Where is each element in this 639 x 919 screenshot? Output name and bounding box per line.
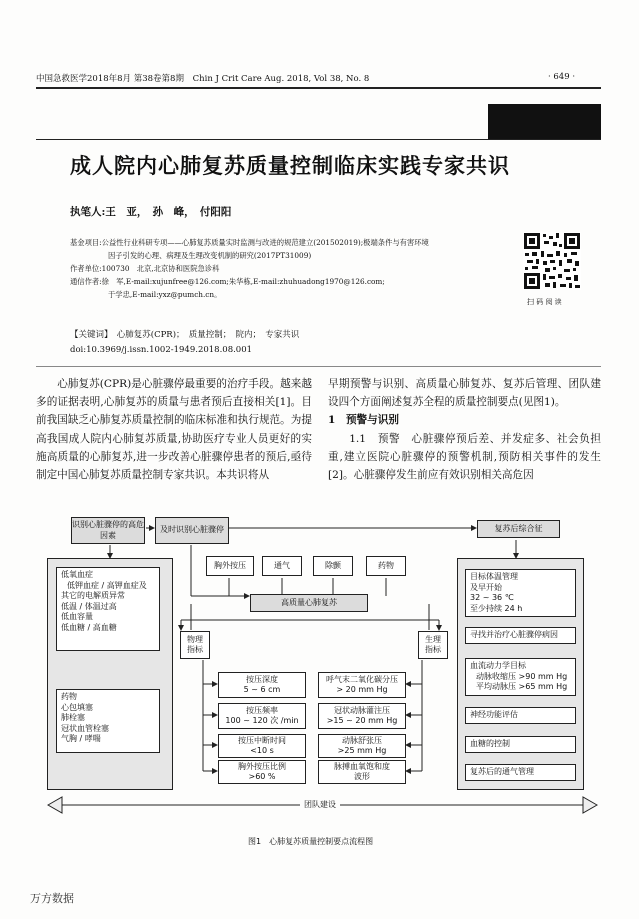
box-hq-cpr: 高质量心肺复苏: [250, 594, 368, 612]
box-drugs: 药物: [366, 556, 406, 576]
box-find-cause: 寻找并治疗心脏骤停病因: [465, 627, 576, 644]
box-compression-rate: [218, 703, 306, 729]
indicator-label: 呼气末二氧化碳分压: [326, 674, 398, 684]
page-number: · 649 ·: [548, 72, 576, 82]
fund-line: 因子引发的心理、病理及生理改变机制的研究(2017PT31009): [108, 251, 312, 260]
post-item: 及早开始: [470, 582, 502, 592]
risk-item: 冠状血管栓塞: [61, 723, 109, 733]
box-post-resuscitation: 复苏后综合征: [477, 520, 560, 538]
box-interruption-time: [218, 734, 306, 758]
paragraph: 心肺复苏(CPR)是心脏骤停最重要的治疗手段。越来越多的证据表明,心肺复苏的质量与患者预后直接相关[1]。目前我国缺乏心肺复苏质量控制的临床标准和执行规范。为提高我国成人院内心肺复苏质量,协助医疗专业人员更好的实施高质量的心肺复苏,进一步改善心脏骤停患者的预后,亟待制定中国心肺复苏质量控制专家共识。本共识将从: [36, 378, 312, 482]
box-identify-risk: 识别心脏骤停的高危因素: [71, 517, 145, 544]
post-item: 至少持续 24 h: [470, 603, 523, 613]
box-ttm: [465, 569, 576, 617]
box-compression-depth: [218, 672, 306, 698]
post-item: 32 ~ 36 ℃: [470, 593, 514, 602]
box-ventilation: 通气: [262, 556, 302, 576]
watermark: 万方数据: [30, 892, 74, 905]
risk-item: 低血糖 / 高血糖: [61, 622, 117, 632]
box-coronary-perfusion: [318, 703, 406, 729]
risk-item: 肺栓塞: [61, 713, 85, 722]
risk-item: 低氧血症: [61, 570, 93, 579]
indicator-value: 波形: [354, 772, 370, 781]
indicator-label: 按压频率: [246, 705, 278, 715]
paragraph: 1.1 预警 心脏骤停预后差、并发症多、社会负担重,建立医院心脏骤停的预警机制,预防相关事件的发生[2]。心脏骤停发生前应有效识别相关高危因: [328, 432, 601, 482]
box-compression-fraction: [218, 760, 306, 784]
page-title: 成人院内心肺复苏质量控制临床实践专家共识: [70, 154, 510, 178]
risk-item: 低温 / 体温过高: [61, 601, 117, 611]
post-item: 目标体温管理: [470, 572, 518, 581]
box-physical-indicators: 物理指标: [180, 631, 210, 659]
indicator-value: >60 %: [248, 772, 276, 781]
affiliation: 作者单位:100730 北京,北京协和医院急诊科: [70, 264, 220, 273]
paragraph: 早期预警与识别、高质量心肺复苏、复苏后管理、团队建设四个方面阐述复苏全程的质量控制要点(见图1)。: [328, 378, 601, 409]
indicator-value: > 20 mm Hg: [336, 685, 388, 694]
box-physiological-indicators: 生理指标: [418, 631, 448, 659]
risk-item: 其它的电解质异常: [61, 591, 125, 600]
contact-line: 于学忠,E-mail:yxz@pumch.cn。: [108, 290, 222, 299]
box-spo2: [318, 760, 406, 784]
figure-caption: 图1 心肺复苏质量控制要点流程图: [248, 837, 374, 846]
box-ventilation-management: 复苏后的通气管理: [465, 764, 576, 781]
box-hemodynamics: [465, 658, 576, 696]
box-risk-list-2: [56, 689, 160, 753]
box-risk-list-1: [56, 567, 160, 651]
indicator-value: 100 ~ 120 次 /min: [225, 716, 299, 725]
qr-caption: 扫 码 阅 读: [527, 298, 562, 306]
risk-item: 低钾血症 / 高钾血症及: [67, 580, 147, 590]
risk-item: 低血容量: [61, 612, 93, 621]
risk-item: 气胸 / 哮喘: [61, 734, 101, 743]
indicator-value: >15 ~ 20 mm Hg: [326, 716, 398, 725]
indicator-label: 按压深度: [246, 674, 278, 684]
indicator-label: 胸外按压比例: [238, 761, 286, 771]
risk-item: 药物: [61, 692, 77, 701]
risk-item: 心包填塞: [61, 702, 93, 712]
section-heading: 1 预警与识别: [328, 414, 399, 427]
box-neuro-eval: 神经功能评估: [465, 707, 576, 724]
doi: doi:10.3969/j.issn.1002-1949.2018.08.001: [70, 345, 253, 355]
box-etco2: [318, 672, 406, 698]
indicator-value: >25 mm Hg: [337, 746, 387, 755]
authors: 执笔人:王 亚， 孙 峰， 付阳阳: [70, 206, 232, 218]
box-diastolic-pressure: [318, 734, 406, 758]
post-item: 动脉收缩压 >90 mm Hg: [476, 671, 568, 681]
journal-name: 中国急救医学2018年8月 第38卷第8期: [36, 74, 184, 84]
indicator-value: 5 ~ 6 cm: [243, 685, 281, 694]
indicator-label: 动脉舒张压: [342, 735, 382, 745]
post-item: 血流动力学目标: [470, 661, 526, 670]
indicator-label: 按压中断时间: [238, 735, 286, 745]
indicator-value: <10 s: [250, 746, 274, 755]
box-defibrillation: 除颤: [313, 556, 353, 576]
box-chest-compression: 胸外按压: [206, 556, 254, 576]
indicator-label: 脉搏血氧饱和度: [334, 761, 390, 771]
post-item: 平均动脉压 >65 mm Hg: [476, 682, 568, 691]
box-glucose: 血糖的控制: [465, 736, 576, 753]
team-building-label: 团队建设: [300, 799, 340, 810]
fund-line: 基金项目:公益性行业科研专项——心肺复苏质量实时监测与改进的规范建立(201502019);极端条件与有害环境: [70, 238, 429, 247]
box-recognize-arrest: 及时识别心脏骤停: [155, 517, 229, 544]
journal-name-en: Chin J Crit Care Aug. 2018, Vol 38, No. 8: [192, 74, 370, 84]
contact-line: 通信作者:徐 军,E-mail:xujunfree@126.com;朱华栋,E-mail:zhuhuadong1970@126.com;: [70, 277, 385, 286]
keywords: 【关键词】 心肺复苏(CPR)； 质量控制； 院内； 专家共识: [70, 330, 300, 340]
indicator-label: 冠状动脉灌注压: [334, 705, 390, 715]
